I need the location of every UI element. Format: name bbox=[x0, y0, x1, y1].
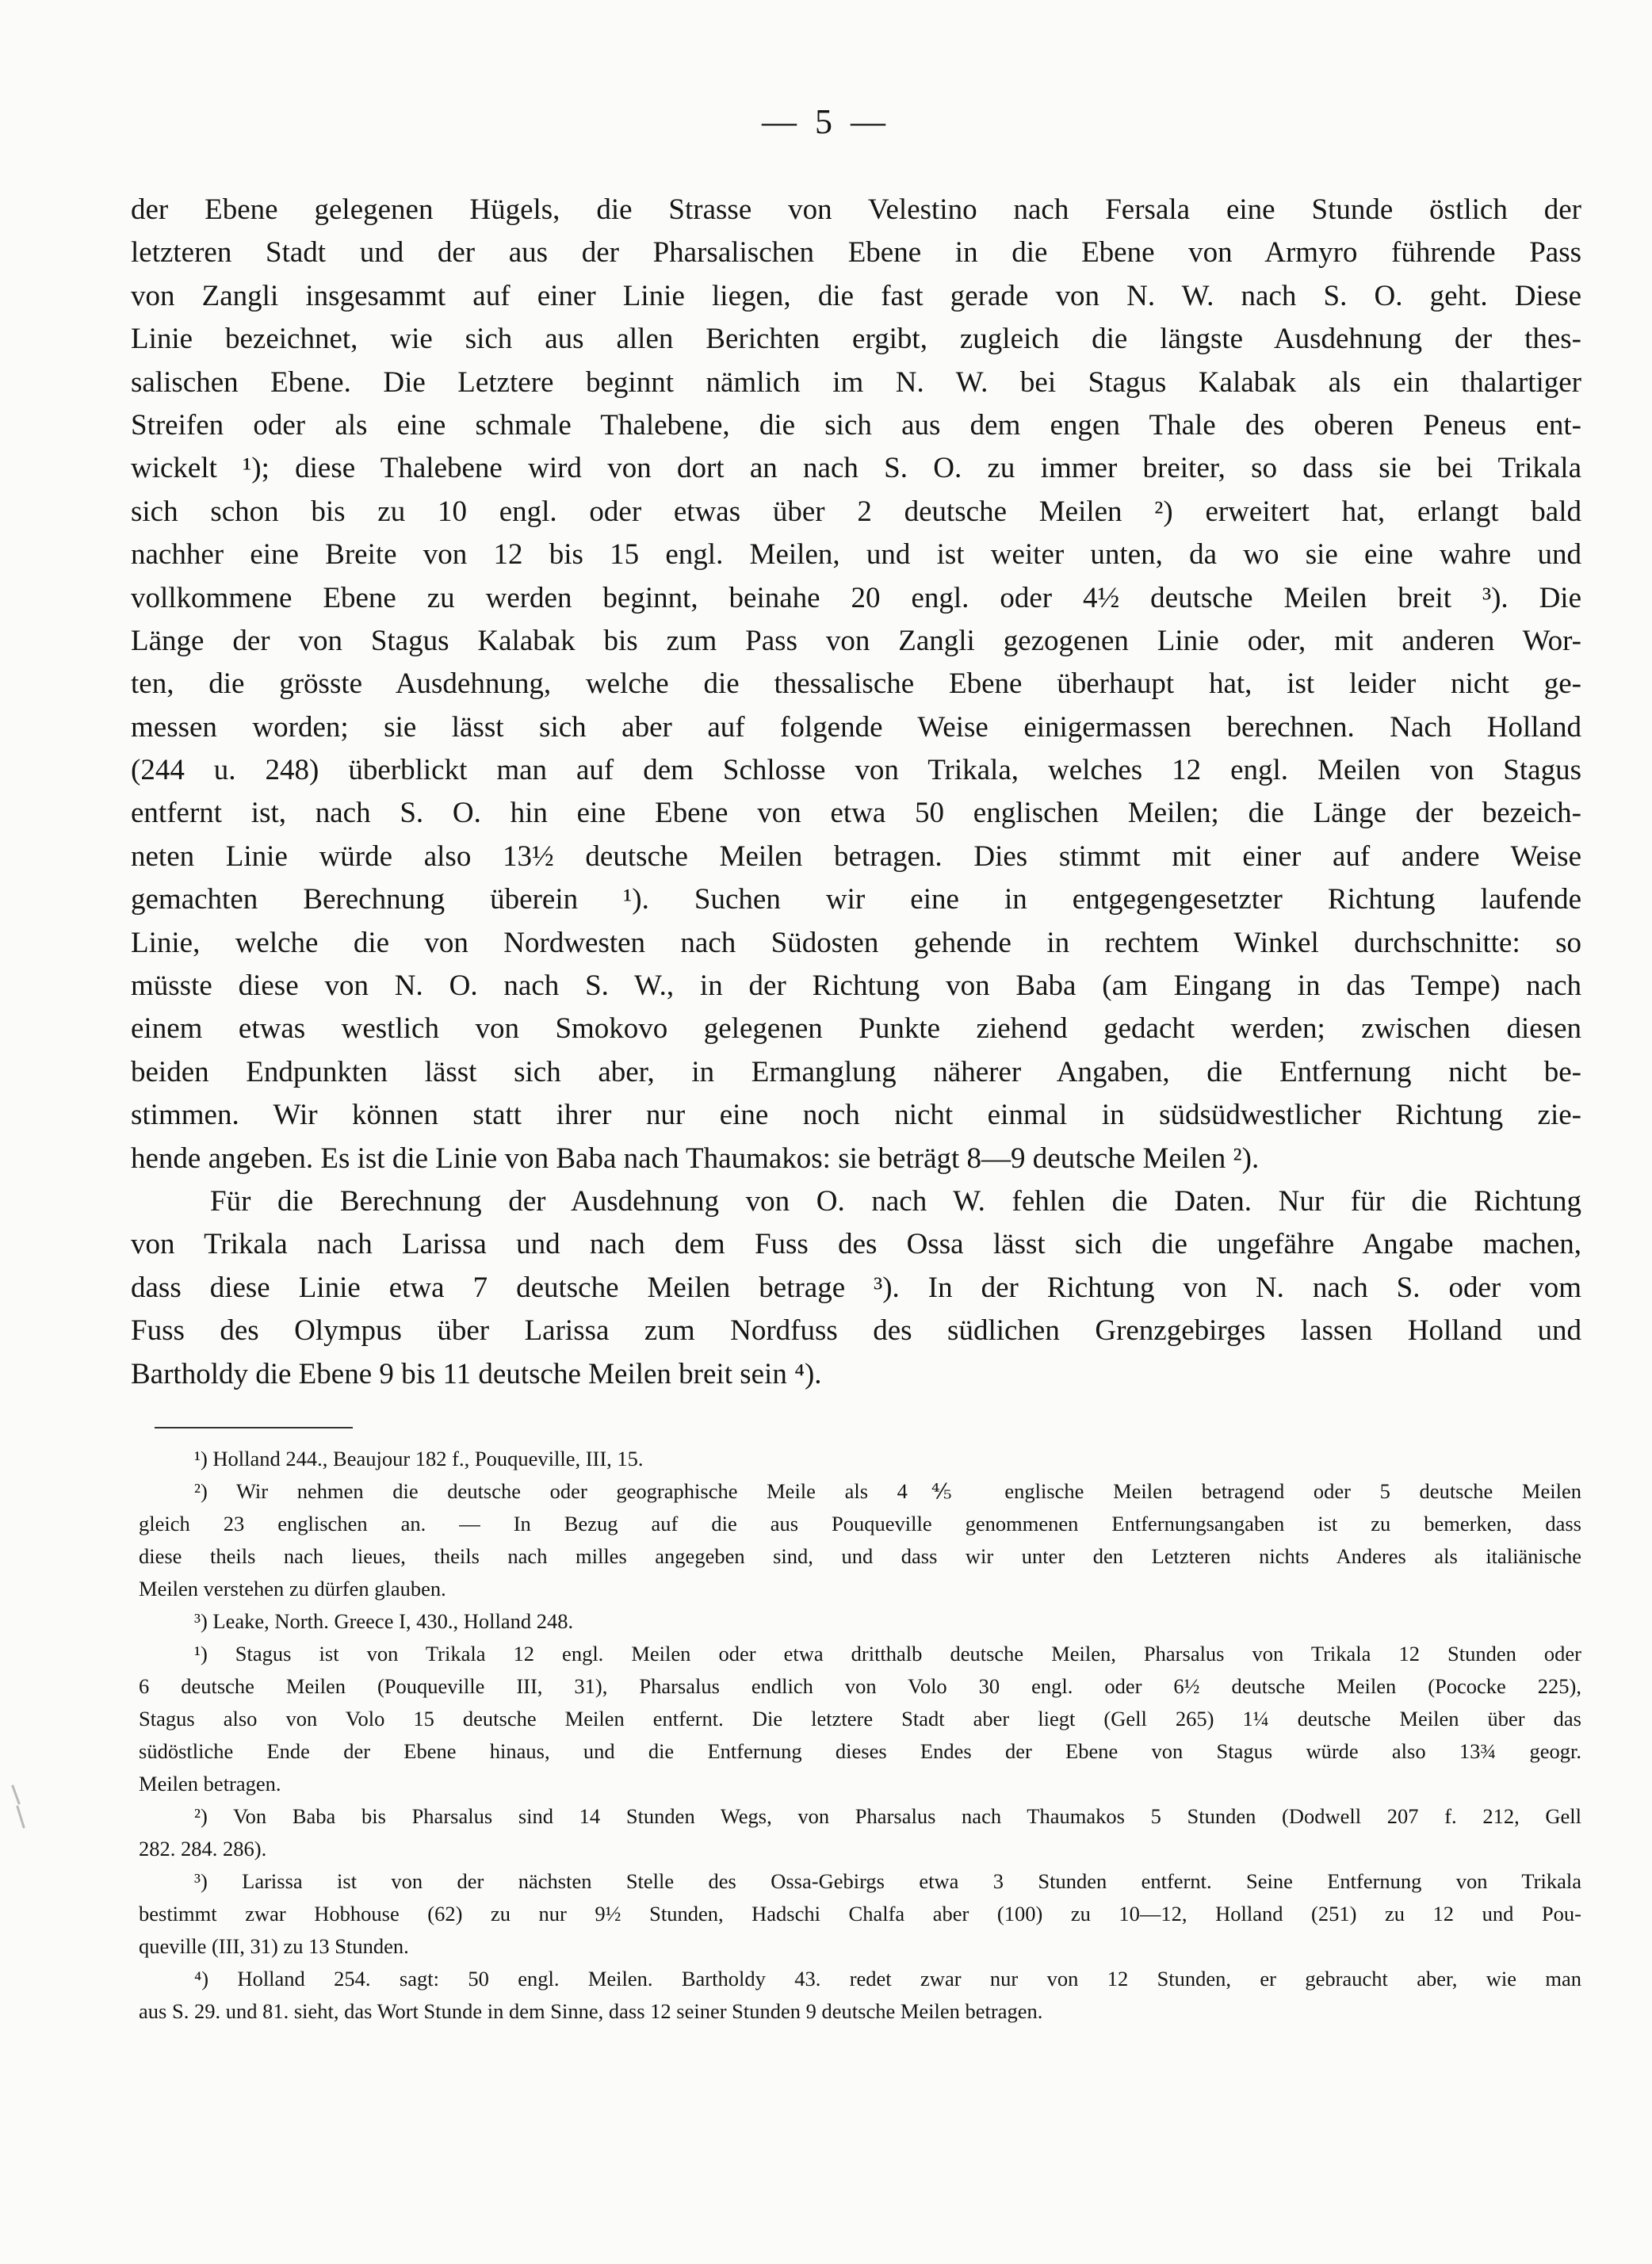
text-line: wickelt ¹); diese Thalebene wird von dort an nach S. O. zu immer breiter, so dass sie bei Trikala bbox=[131, 452, 1581, 485]
text-line: Bartholdy die Ebene 9 bis 11 deutsche Meilen breit sein ⁴). bbox=[131, 1357, 822, 1390]
text-line: müsste diese von N. O. nach S. W., in der Richtung von Baba (am Eingang in das Tempe) nach bbox=[131, 969, 1581, 1003]
footnote-line: südöstliche Ende der Ebene hinaus, und die Entfernung dieses Endes der Ebene von Stagus würde also 13¾ geogr. bbox=[139, 1739, 1581, 1763]
footnote-line: ³) Leake, North. Greece I, 430., Holland 248. bbox=[194, 1609, 574, 1633]
text-line: gemachten Berechnung überein ¹). Suchen wir eine in entgegengesetzter Richtung laufende bbox=[131, 883, 1581, 916]
footnote-line: ²) Von Baba bis Pharsalus sind 14 Stunden Wegs, von Pharsalus nach Thaumakos 5 Stunden (Dodwell 207 f. 212, Gell bbox=[194, 1804, 1581, 1828]
text-line: dass diese Linie etwa 7 deutsche Meilen betrage ³). In der Richtung von N. nach S. oder vom bbox=[131, 1271, 1581, 1304]
text-line: nachher eine Breite von 12 bis 15 engl. Meilen, und ist weiter unten, da wo sie eine wahre und bbox=[131, 538, 1581, 572]
footnote-line: 282. 284. 286). bbox=[139, 1837, 267, 1861]
text-line: neten Linie würde also 13½ deutsche Meilen betragen. Dies stimmt mit einer auf andere Weise bbox=[131, 839, 1581, 873]
text-line: sich schon bis zu 10 engl. oder etwas über 2 deutsche Meilen ²) erweitert hat, erlangt bald bbox=[131, 495, 1581, 528]
footnote-line: ¹) Stagus ist von Trikala 12 engl. Meilen oder etwa dritthalb deutsche Meilen, Pharsalus von Trikala 12 Stunden oder bbox=[194, 1642, 1581, 1665]
text-line: von Zangli insgesammt auf einer Linie liegen, die fast gerade von N. W. nach S. O. geht. Diese bbox=[131, 279, 1581, 312]
text-line: hende angeben. Es ist die Linie von Baba nach Thaumakos: sie beträgt 8—9 deutsche Meilen ²). bbox=[131, 1142, 1260, 1175]
footnote-line: ³) Larissa ist von der nächsten Stelle des Ossa-Gebirgs etwa 3 Stunden entfernt. Seine Entfernung von Trikala bbox=[194, 1869, 1581, 1893]
text-line: von Trikala nach Larissa und nach dem Fuss des Ossa lässt sich die ungefähre Angabe machen, bbox=[131, 1228, 1581, 1261]
text-line: der Ebene gelegenen Hügels, die Strasse von Velestino nach Fersala eine Stunde östlich der bbox=[131, 193, 1581, 226]
footnote-separator bbox=[155, 1427, 353, 1428]
text-line: (244 u. 248) überblickt man auf dem Schlosse von Trikala, welches 12 engl. Meilen von Stagus bbox=[131, 754, 1581, 787]
paper-mark bbox=[6, 1780, 30, 1835]
text-line: stimmen. Wir können statt ihrer nur eine noch nicht einmal in südsüdwestlicher Richtung zie- bbox=[131, 1099, 1581, 1132]
footnote-line: ¹) Holland 244., Beaujour 182 f., Pouqueville, III, 15. bbox=[194, 1447, 644, 1470]
text-line: entfernt ist, nach S. O. hin eine Ebene von etwa 50 englischen Meilen; die Länge der bezeich- bbox=[131, 797, 1581, 830]
footnote-line: Stagus also von Volo 15 deutsche Meilen entfernt. Die letztere Stadt aber liegt (Gell 265) 1¼ deutsche Meilen über das bbox=[139, 1707, 1581, 1731]
footnote-line: ⁴) Holland 254. sagt: 50 engl. Meilen. Bartholdy 43. redet zwar nur von 12 Stunden, er gebraucht aber, wie man bbox=[194, 1967, 1581, 1991]
footnote-line: queville (III, 31) zu 13 Stunden. bbox=[139, 1934, 409, 1958]
text-line: vollkommene Ebene zu werden beginnt, beinahe 20 engl. oder 4½ deutsche Meilen breit ³). Die bbox=[131, 581, 1581, 614]
page-number: — 5 — bbox=[762, 102, 890, 141]
footnote-line: aus S. 29. und 81. sieht, das Wort Stunde in dem Sinne, dass 12 seiner Stunden 9 deutsche Meilen betragen. bbox=[139, 1999, 1043, 2023]
footnote-line: diese theils nach lieues, theils nach milles angegeben sind, und dass wir unter den Letzteren nichts Anderes als italiänische bbox=[139, 1544, 1581, 1568]
text-line: Länge der von Stagus Kalabak bis zum Pass von Zangli gezogenen Linie oder, mit anderen Wor- bbox=[131, 624, 1581, 657]
text-line: Fuss des Olympus über Larissa zum Nordfuss des südlichen Grenzgebirges lassen Holland und bbox=[131, 1314, 1581, 1348]
footnote-line: bestimmt zwar Hobhouse (62) zu nur 9½ Stunden, Hadschi Chalfa aber (100) zu 10—12, Holland (251) zu 12 und Pou- bbox=[139, 1902, 1581, 1926]
text-line: letzteren Stadt und der aus der Pharsalischen Ebene in die Ebene von Armyro führende Pass bbox=[131, 236, 1581, 270]
text-line: salischen Ebene. Die Letztere beginnt nämlich im N. W. bei Stagus Kalabak als ein thalartiger bbox=[131, 365, 1581, 399]
text-line: Linie bezeichnet, wie sich aus allen Berichten ergibt, zugleich die längste Ausdehnung der thes- bbox=[131, 323, 1581, 356]
text-line: Streifen oder als eine schmale Thalebene, die sich aus dem engen Thale des oberen Peneus ent- bbox=[131, 408, 1581, 442]
footnote-line: Meilen betragen. bbox=[139, 1772, 281, 1796]
main-text bbox=[131, 189, 1581, 1396]
footnote-line: Meilen verstehen zu dürfen glauben. bbox=[139, 1577, 446, 1600]
text-line: Für die Berechnung der Ausdehnung von O. nach W. fehlen die Daten. Nur für die Richtung bbox=[210, 1184, 1581, 1218]
text-line: einem etwas westlich von Smokovo gelegenen Punkte ziehend gedacht werden; zwischen diesen bbox=[131, 1012, 1581, 1046]
footnote-line: gleich 23 englischen an. — In Bezug auf die aus Pouqueville genommenen Entfernungsangaben ist zu bemerken, dass bbox=[139, 1512, 1581, 1535]
text-line: ten, die grösste Ausdehnung, welche die thessalische Ebene überhaupt hat, ist leider nicht ge- bbox=[131, 667, 1581, 701]
text-line: messen worden; sie lässt sich aber auf folgende Weise einigermassen berechnen. Nach Holland bbox=[131, 710, 1581, 744]
footnote-line: ²) Wir nehmen die deutsche oder geographische Meile als 4⅘ englische Meilen betragend oder 5 deutsche Meilen bbox=[194, 1479, 1581, 1503]
footnote-line: 6 deutsche Meilen (Pouqueville III, 31), Pharsalus endlich von Volo 30 engl. oder 6½ deutsche Meilen (Pococke 225), bbox=[139, 1674, 1581, 1698]
text-line: Linie, welche die von Nordwesten nach Südosten gehende in rechtem Winkel durchschnitte: so bbox=[131, 926, 1581, 959]
footnotes bbox=[139, 1443, 1581, 2028]
text-line: beiden Endpunkten lässt sich aber, in Ermanglung näherer Angaben, die Entfernung nicht be- bbox=[131, 1055, 1581, 1088]
